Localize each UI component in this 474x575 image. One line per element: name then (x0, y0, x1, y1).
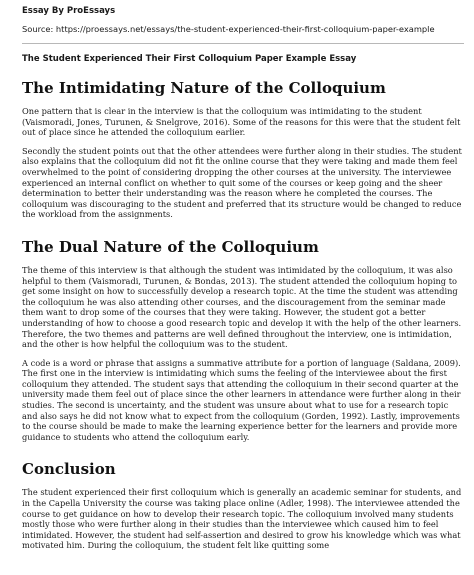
source-url: Source: https://proessays.net/essays/the-student-experienced-their-first-colloquium-paper-example (22, 24, 435, 34)
paragraph: The theme of this interview is that although the student was intimidated by the colloquium, it was also helpful to them (Vaismoradi, Turunen, & Bondas, 2013). The student attended the colloquium hoping to get some insight on how to successfully develop a research topic. At the time the student was attending the colloquium he was also attending other courses, and the discouragement from the seminar made them want to drop some of the courses that they were taking. However, the student got a better understanding of how to choose a good research topic and develop it with the help of the other learners. Therefore, the two themes and patterns are well defined throughout the interview, one is intimidation, and the other is how helpful the colloquium was to the student. (22, 264, 462, 350)
paragraph: The student experienced their first colloquium which is generally an academic seminar for students, and in the Capella University the course was taking place online (Adler, 1998). The interviewee attended the course to get guidance on how to develop their research topic. The colloquium involved many students mostly those who were further along in their studies than the interviewee which caused him to feel intimidated. However, the student had self-assertion and desired to grow his knowledge which was what motivated him. During the colloquium, the student felt like quitting some (22, 487, 462, 551)
section-heading-intimidating: The Intimidating Nature of the Colloquium (22, 79, 386, 97)
page-header (22, 0, 464, 35)
site-brand: Essay By ProEssays (22, 6, 116, 16)
paragraph: A code is a word or phrase that assigns a summative attribute for a portion of language (Saldana, 2009). The first one in the interview is intimidating which sums the feeling of the interviewee about the first colloquium they attended. The student says that attending the colloquium in their second quarter at the university made them feel out of place since the other learners in attendance were further along in their studies. The second is uncertainty, and the student was unsure about what to use for a research topic and also says he did not know what to expect from the colloquium (Gorden, 1992). Lastly, improvements to the course should be made to make the learning experience better for the learners and provide more guidance to students who attend the colloquium early. (22, 357, 461, 442)
document-title: The Student Experienced Their First Colloquium Paper Example Essay (22, 54, 357, 64)
paragraph: Secondly the student points out that the other attendees were further along in their studies. The student also explains that the colloquium did not fit the online course that they were taking and made them feel overwhelmed to the point of considering dropping the other courses at the university. The interviewee experienced an internal conflict on whether to quit some of the courses or keep going and the sheer determination to better their understanding was the reason where he completed the courses. The colloquium was discouraging to the student and preferred that its structure would be changed to reduce the workload from the assignments. (22, 145, 462, 220)
section-heading-dual-nature: The Dual Nature of the Colloquium (22, 237, 319, 256)
paragraph: One pattern that is clear in the interview is that the colloquium was intimidating to the student (Vaismoradi, Jones, Turunen, & Snelgrove, 2016). Some of the reasons for this were that the student felt out of place since he attended the colloquium earlier. (22, 106, 461, 138)
section-heading-conclusion: Conclusion (22, 460, 116, 479)
header-divider (22, 43, 464, 44)
